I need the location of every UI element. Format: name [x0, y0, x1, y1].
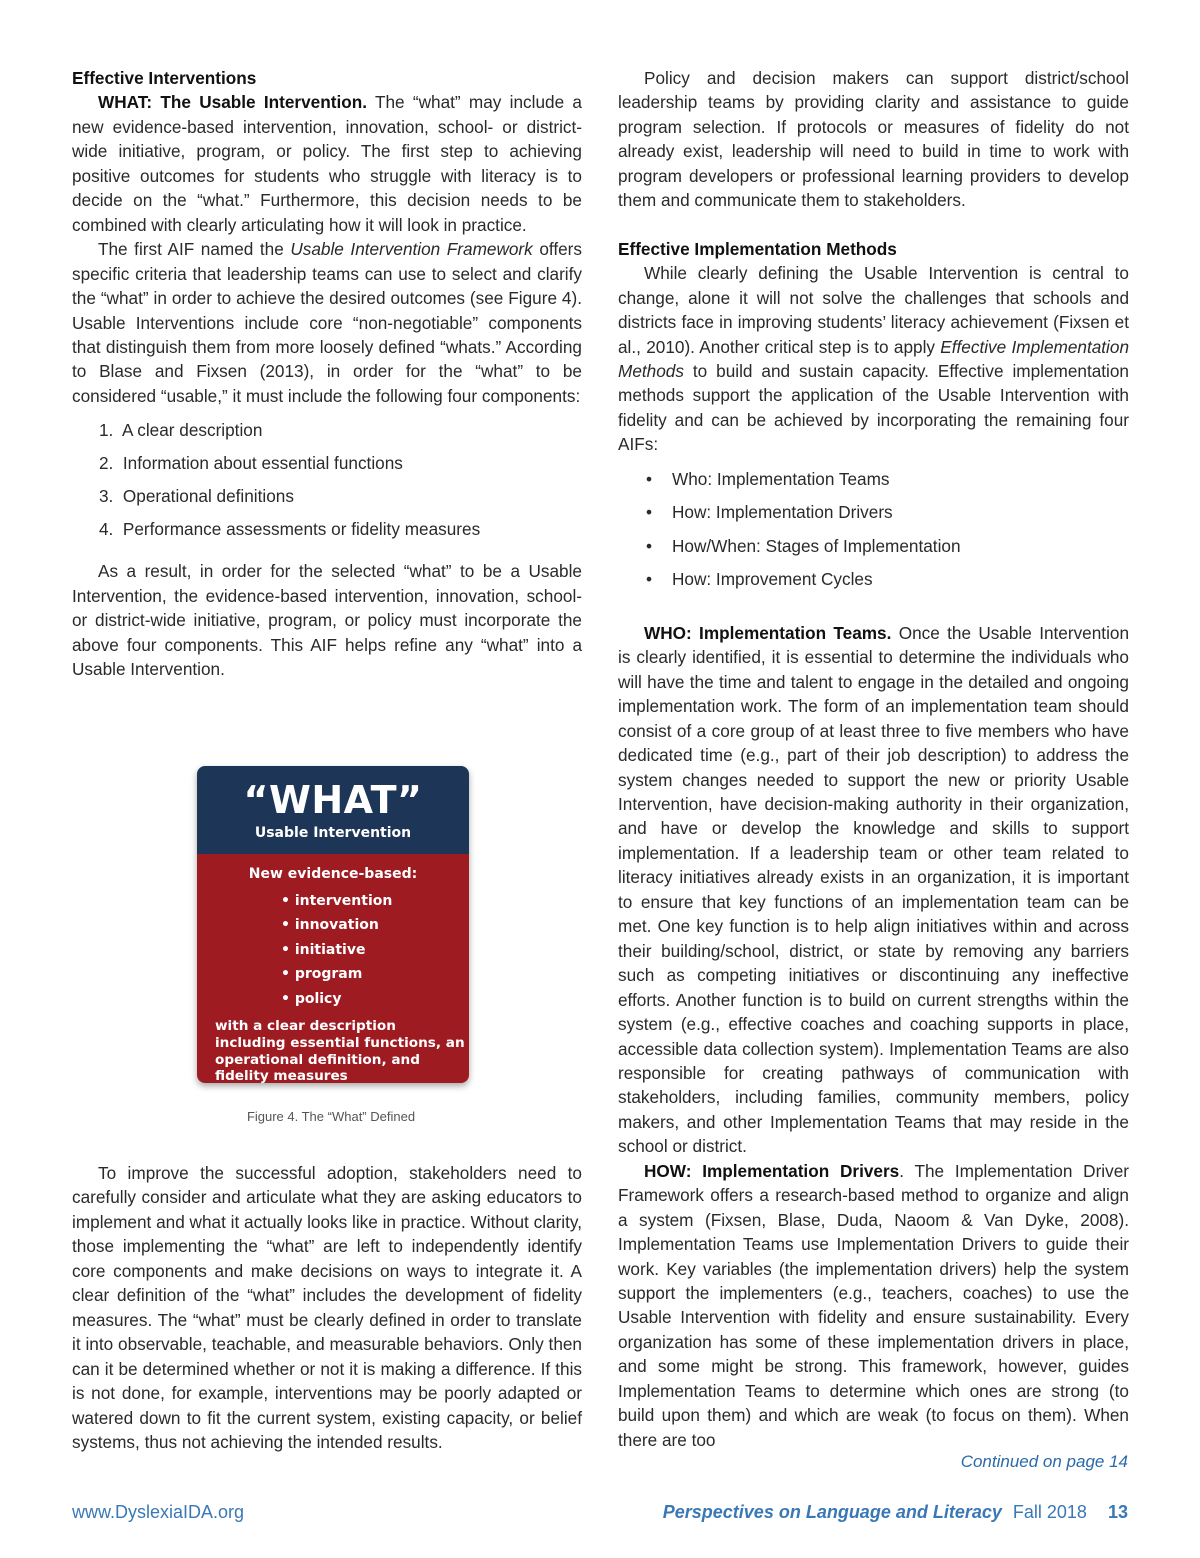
- figure-header: [197, 766, 469, 854]
- figure-list-item: • initiative: [281, 941, 366, 958]
- bullet-text: How: Implementation Drivers: [672, 502, 893, 523]
- paragraph-text: While clearly defining the Usable Intervention is central to change, alone it will not solve the challenges that schools and districts face in improving students’ literacy achievement (Fixsen et al., 2010). Another critical step is to apply: [618, 263, 1129, 357]
- paragraph-methods: [618, 261, 1129, 457]
- emphasis-text: Effective Implementation Methods: [618, 336, 1129, 381]
- run-in-heading-how: HOW: Implementation Drivers: [644, 1160, 900, 1181]
- figure-body: [197, 854, 469, 1083]
- bullet-item: [646, 567, 1129, 591]
- list-item: [99, 418, 582, 442]
- figure-tail-text: with a clear description including essential functions, an operational definition, and fidelity measures: [215, 1018, 465, 1083]
- figure-list-item: • program: [281, 966, 363, 983]
- paragraph-who: [618, 621, 1129, 1159]
- section-heading-effective-interventions: Effective Interventions: [72, 68, 257, 88]
- paragraph-text: The “what” may include a new evidence-based intervention, innovation, school- or district-wide initiative, program, or policy. The first step to achieving positive outcomes for students who struggle with literacy is to decide on the “what.” Furthermore, this decision needs to be combined with clearly articulating how it will look in practice.: [72, 92, 582, 235]
- bullet-item: [646, 467, 1129, 491]
- continued-link[interactable]: Continued on page 14: [960, 1452, 1128, 1471]
- paragraph-text: offers specific criteria that leadership teams can use to select and clarify the “what” in order to achieve the desired outcomes (see Figure 4). Usable Interventions include core “non-negotiable” components that distinguish them from more loosely defined “whats.” According to Blase and Fixsen (2013), in order for the “what” to be considered “usable,” it must include the following four components:: [72, 239, 582, 406]
- paragraph-policy: Policy and decision makers can support district/school leadership teams by providing clarity and assistance to guide program selection. If protocols or measures of fidelity do not already exist, leadership will need to build in time to work with program developers or professional learning providers to develop them and communicate them to stakeholders.: [618, 68, 1129, 211]
- bullet-dot-icon: •: [646, 468, 653, 489]
- emphasis-text: Usable Intervention Framework: [290, 239, 533, 260]
- figure-what-box: [197, 766, 469, 1083]
- bullet-dot-icon: •: [646, 502, 653, 523]
- bullet-text: Who: Implementation Teams: [672, 468, 890, 489]
- list-item: [99, 451, 582, 475]
- list-text: A clear description: [121, 420, 263, 441]
- paragraph-adoption: To improve the successful adoption, stakeholders need to carefully consider and articulate what they are asking educators to implement and what it actually looks like in practice. Without clarity, those implementing the “what” are left to independently identify core components and make decisions on ways to integrate it. A clear definition of the “what” includes the development of fidelity measures. The “what” must be clearly defined in order to translate it into observable, teachable, and measurable behaviors. Only then can it be determined whether or not it is making a difference. If this is not done, for example, interventions may be poorly adapted or watered down to fit the current system, existing capacity, or belief systems, thus not achieving the intended results.: [72, 1163, 582, 1452]
- paragraph-what: [72, 90, 582, 237]
- figure-lead: New evidence-based:: [248, 866, 418, 882]
- paragraph-text: The first AIF named the: [98, 239, 291, 260]
- footer-magazine-title: Perspectives on Language and Literacy: [662, 1502, 1002, 1522]
- footer-publication: [663, 1502, 1128, 1523]
- figure-subtitle: Usable Intervention: [254, 825, 412, 841]
- paragraph-how: [618, 1159, 1129, 1452]
- list-item: [99, 484, 582, 508]
- bullet-dot-icon: •: [646, 569, 653, 590]
- footer-issue: Fall 2018: [1012, 1502, 1087, 1522]
- run-in-heading-who: WHO: Implementation Teams.: [644, 622, 892, 643]
- section-heading-implementation-methods: Effective Implementation Methods: [618, 238, 897, 259]
- paragraph-aif: [72, 237, 582, 408]
- bullet-text: How/When: Stages of Implementation: [672, 535, 961, 556]
- aif-bullet-list: [618, 467, 1129, 592]
- bullet-text: How: Improvement Cycles: [672, 569, 873, 590]
- figure-caption: Figure 4. The “What” Defined: [246, 1109, 416, 1124]
- paragraph-text: Once the Usable Intervention is clearly identified, it is essential to determine the individuals who will have the time and talent to engage in the detailed and ongoing implementation work. The form of an implementation team should consist of a core group of at least three to five members who have dedicated time (e.g., part of their job description) to address the system changes needed to support the new or priority Usable Intervention, have decision-making authority in their organization, and have or develop the knowledge and skills to support implementation. If a leadership team or other team related to literacy initiatives already exists in an organization, it is important to ensure that key functions of an implementation team can be met. One key function is to help align initiatives within and across their building/school, district, or state by removing any barriers such as competing initiatives or discontinuing any ineffective efforts. Another function is to build on current strengths within the system (e.g., effective coaches and coaching supports in place, accessible data collection system). Implementation Teams are also responsible for creating pathways of communication with stakeholders, including families, community members, policy makers, and other Implementation Teams that may reside in the school or district.: [618, 622, 1130, 1157]
- list-text: Operational definitions: [122, 486, 294, 507]
- run-in-heading-what: WHAT: The Usable Intervention.: [98, 92, 367, 113]
- left-column: [72, 66, 582, 682]
- bullet-dot-icon: •: [646, 535, 653, 556]
- paragraph-text: to build and sustain capacity. Effective implementation methods support the application of the Usable Intervention with fidelity and can be achieved by incorporating the remaining four AIFs:: [618, 360, 1129, 455]
- list-number: 1.: [99, 420, 114, 441]
- components-list: [72, 418, 582, 541]
- bullet-item: [646, 500, 1129, 524]
- list-text: Performance assessments or fidelity measures: [122, 519, 481, 540]
- list-item: [99, 517, 582, 541]
- bullet-item: [646, 534, 1129, 558]
- figure-list-item: • innovation: [281, 917, 379, 934]
- paragraph-text: . The Implementation Driver Framework offers a research-based method to organize and align a system (Fixsen, Blase, Duda, Naoom & Van Dyke, 2008). Implementation Teams use Implementation Drivers to guide their work. Key variables (the implementation drivers) help the system support the implementers (e.g., teachers, coaches) to use the Usable Intervention with fidelity and ensure sustainability. Every organization has some of these implementation drivers in place, and some might be strong. This framework, however, guides Implementation Teams to determine which ones are strong (to build upon them) and which are weak (to focus on them). When there are too: [618, 1160, 1129, 1450]
- figure-list-item: • policy: [281, 990, 342, 1007]
- left-column-lower: [72, 1161, 582, 1454]
- figure-list-item: • intervention: [281, 893, 393, 909]
- footer-website-link[interactable]: www.DyslexiaIDA.org: [72, 1502, 245, 1522]
- page-number: 13: [1107, 1502, 1128, 1522]
- list-number: 2.: [99, 453, 114, 474]
- list-text: Information about essential functions: [122, 453, 403, 474]
- list-number: 4.: [99, 519, 114, 540]
- figure-list: [281, 889, 392, 1011]
- list-number: 3.: [99, 486, 114, 507]
- figure-title: “WHAT”: [243, 778, 423, 822]
- paragraph-result: As a result, in order for the selected “what” to be a Usable Intervention, the evidence-based intervention, innovation, school- or district-wide initiative, program, or policy must incorporate the above four components. This AIF helps refine any “what” into a Usable Intervention.: [72, 561, 582, 680]
- right-column: [618, 66, 1129, 1452]
